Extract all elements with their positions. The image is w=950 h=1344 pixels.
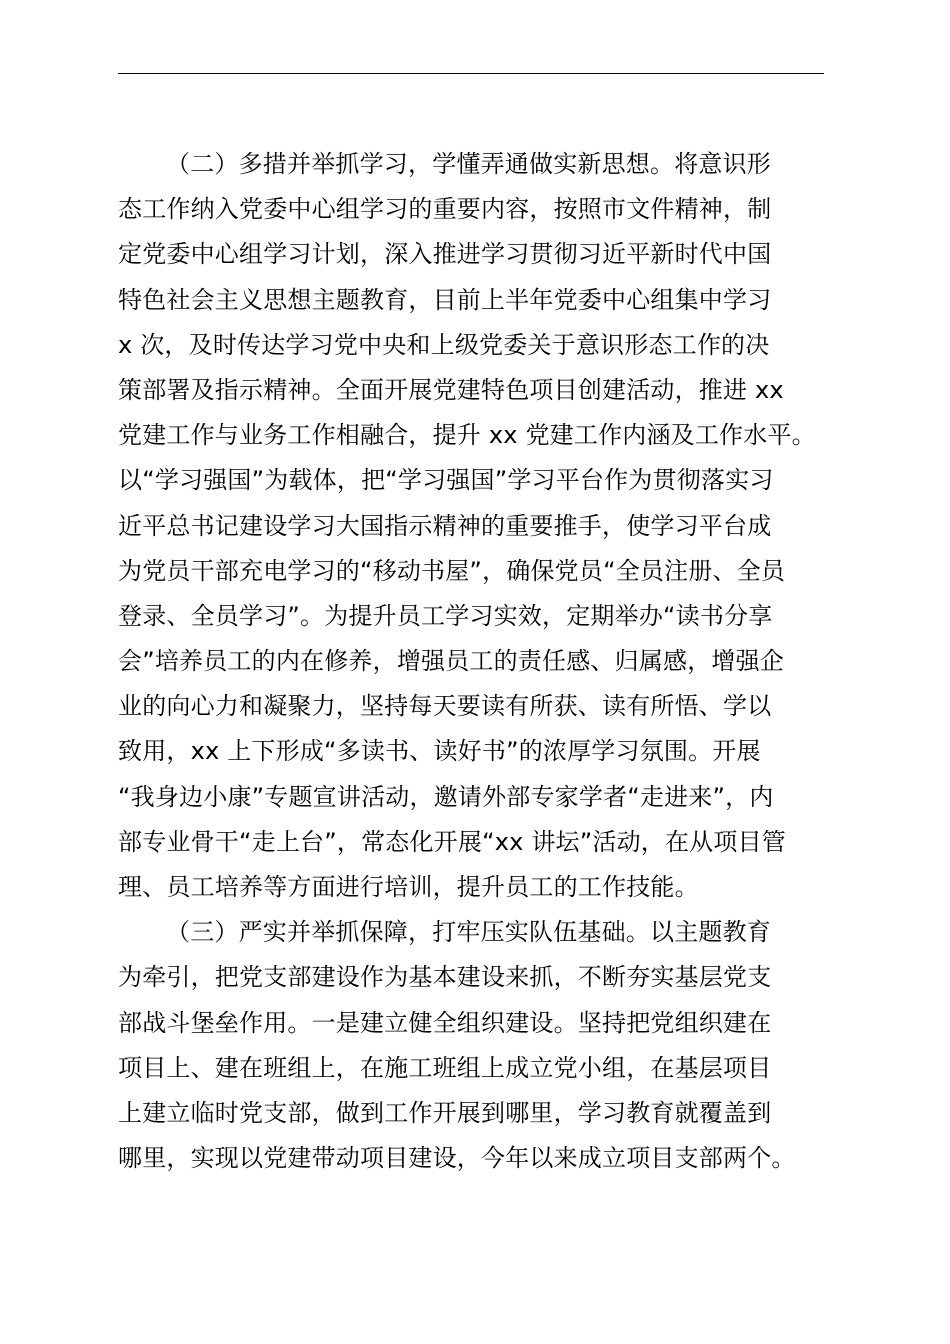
text-line: 以“学习强国”为载体，把“学习强国”学习平台作为贯彻落实习 xyxy=(118,466,774,495)
text-line: 部战斗堡垒作用。一是建立健全组织建设。坚持把党组织建在 xyxy=(118,1008,772,1037)
text-line: 态工作纳入党委中心组学习的重要内容，按照市文件精神，制 xyxy=(118,195,772,224)
text-line: 部专业骨干“走上台”，常态化开展“xx 讲坛”活动，在从项目管 xyxy=(118,827,786,856)
text-line: 策部署及指示精神。全面开展党建特色项目创建活动，推进 xx xyxy=(118,375,784,404)
text-line: 业的向心力和凝聚力，坚持每天要读有所获、读有所悟、学以 xyxy=(118,692,772,721)
text-line: 为党员干部充电学习的“移动书屋”，确保党员“全员注册、全员 xyxy=(118,556,786,585)
text-line: 登录、全员学习”。为提升员工学习实效，定期举办“读书分享 xyxy=(118,601,773,630)
header-rule xyxy=(118,73,824,74)
document-body xyxy=(118,142,848,1181)
text-line: 理、员工培养等方面进行培训，提升员工的工作技能。 xyxy=(118,873,699,901)
text-line: “我身边小康”专题宣讲活动，邀请外部专家学者“走进来”，内 xyxy=(118,782,774,811)
text-line: 哪里，实现以党建带动项目建设，今年以来成立项目支部两个。 xyxy=(118,1144,796,1173)
paragraph-section-3 xyxy=(118,910,848,1181)
text-line: （二）多措并举抓学习，学懂弄通做实新思想。将意识形 xyxy=(166,150,771,178)
text-line: 定党委中心组学习计划，深入推进学习贯彻习近平新时代中国 xyxy=(118,240,772,269)
text-line: （三）严实并举抓保障，打牢压实队伍基础。以主题教育 xyxy=(166,918,771,947)
text-line: 会”培养员工的内在修养，增强员工的责任感、归属感，增强企 xyxy=(118,647,785,676)
text-line: 为牵引，把党支部建设作为基本建设来抓，不断夯实基层党支 xyxy=(118,963,772,992)
text-line: 上建立临时党支部，做到工作开展到哪里，学习教育就覆盖到 xyxy=(118,1098,772,1127)
text-line: 致用，xx 上下形成“多读书、读好书”的浓厚学习氛围。开展 xyxy=(118,737,761,766)
text-line: x 次，及时传达学习党中央和上级党委关于意识形态工作的决 xyxy=(118,330,770,359)
text-line: 特色社会主义思想主题教育，目前上半年党委中心组集中学习 xyxy=(118,285,772,314)
text-line: 近平总书记建设学习大国指示精神的重要推手，使学习平台成 xyxy=(118,511,772,540)
text-line: 项目上、建在班组上，在施工班组上成立党小组，在基层项目 xyxy=(118,1053,772,1082)
text-line: 党建工作与业务工作相融合，提升 xx 党建工作内涵及工作水平。 xyxy=(118,421,816,450)
paragraph-section-2 xyxy=(118,142,848,910)
